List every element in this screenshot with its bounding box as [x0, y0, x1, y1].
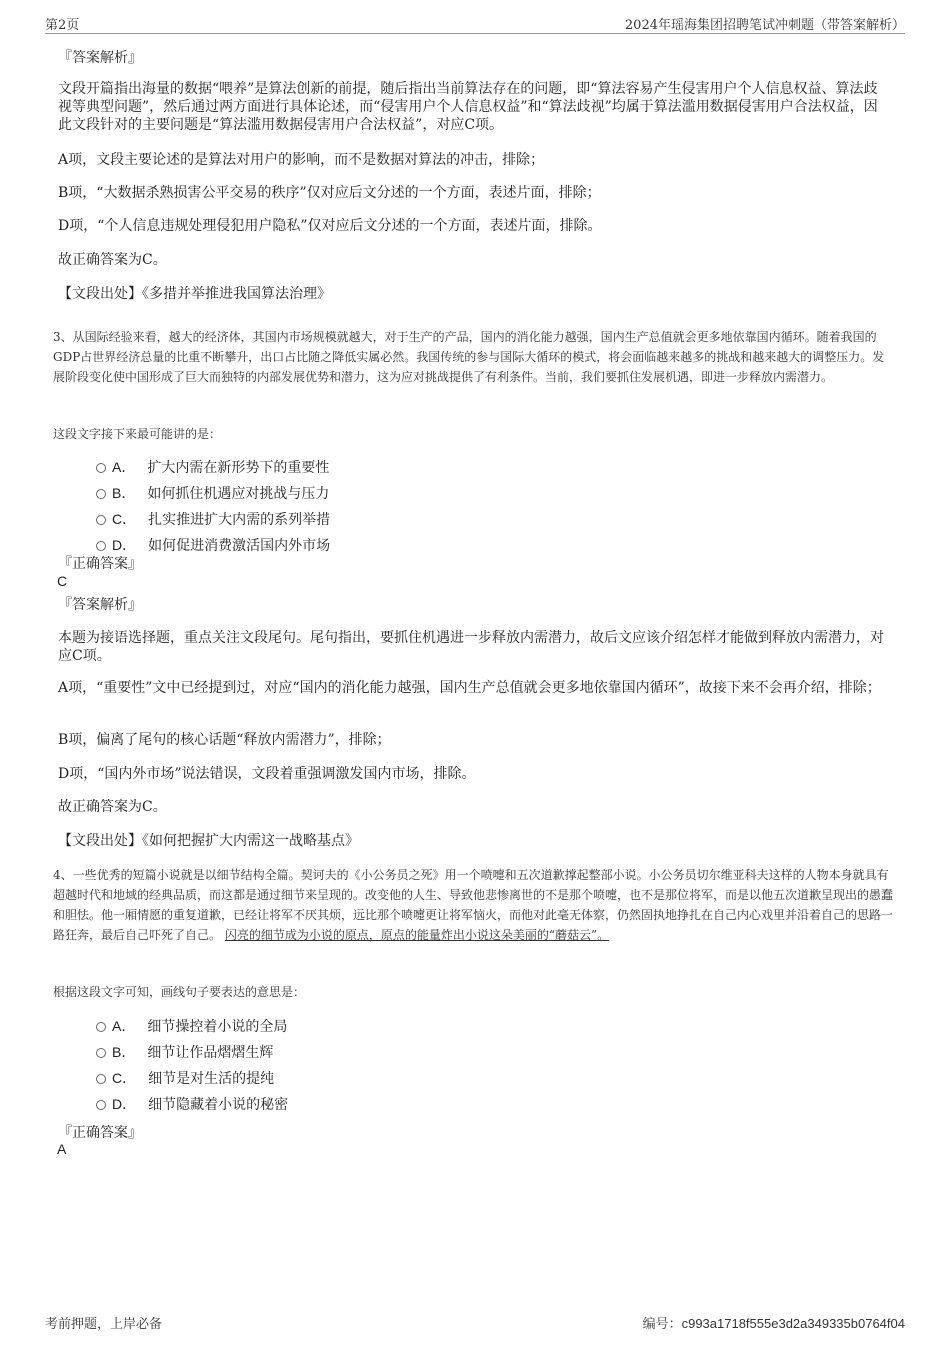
analysis-paragraph: 文段开篇指出海量的数据“喂养”是算法创新的前提，随后指出当前算法存在的问题，即“算法容易产生侵害用户个人信息权益、算法歧视等典型问题”，然后通过两方面进行具体论述，而“侵害用户个人信息权益”和“算法歧视”均属于算法滥用数据侵害用户合法权益，因此文段针对的主要问题是“算法滥用数据侵害用户合法权益”，对应C项。 — [58, 81, 878, 133]
analysis-paragraph: 本题为接语选择题，重点关注文段尾句。尾句指出，要抓住机遇进一步释放内需潜力，故后文应该介绍怎样才能做到释放内需潜力，对应C项。 — [58, 630, 884, 664]
document-title: 2024年瑶海集团招聘笔试冲刺题（带答案解析） — [624, 18, 905, 33]
analysis-conclusion: 故正确答案为C。 — [58, 252, 167, 268]
document-code: 编号：c993a1718f555e3d2a349335b0764f04 — [642, 1316, 905, 1332]
correct-answer: C — [57, 573, 68, 589]
question-4-prompt: 根据这段文字可知，画线句子要表达的意思是： — [53, 985, 306, 999]
radio-icon[interactable] — [96, 541, 106, 551]
question-3-text: 3、从国际经验来看，越大的经济体，其国内市场规模就越大，对于生产的产品，国内的消化能力越强，国内生产总值就会更多地依靠国内循环。随着我国的GDP占世界经济总量的比重不断攀升，出口占比随之降低实属必然。我国传统的参与国际大循环的模式，将会面临越来越多的挑战和越来越大的调整压力。发展阶段变化使中国形成了巨大而独特的内部发展优势和潜力，这为应对挑战提供了有利条件。当前，我们要抓住发展机遇，即进一步释放内需潜力。 — [53, 330, 885, 384]
source-citation: 【文段出处】《多措并举推进我国算法治理》 — [58, 286, 331, 302]
radio-icon[interactable] — [96, 463, 106, 473]
radio-icon[interactable] — [96, 1074, 106, 1084]
question-4-option-c[interactable]: C． 细节是对生活的提纯 — [96, 1069, 274, 1088]
question-4-option-a[interactable]: A． 细节操控着小说的全局 — [96, 1017, 287, 1036]
correct-answer-label: 『正确答案』 — [58, 556, 142, 572]
question-3-option-c[interactable]: C． 扎实推进扩大内需的系列举措 — [96, 510, 330, 529]
analysis-option-a: A项，文段主要论述的是算法对用户的影响，而不是数据对算法的冲击，排除； — [58, 152, 545, 168]
analysis-option-a: A项，“重要性”文中已经提到过，对应“国内的消化能力越强，国内生产总值就会更多地依靠国内循环”，故接下来不会再介绍，排除； — [58, 680, 881, 696]
radio-icon[interactable] — [96, 1048, 106, 1058]
correct-answer: A — [57, 1141, 67, 1157]
radio-icon[interactable] — [96, 1100, 106, 1110]
footer-slogan: 考前押题，上岸必备 — [45, 1317, 163, 1332]
underlined-sentence: 闪亮的细节成为小说的原点，原点的能量炸出小说这朵美丽的“蘑菇云”。 — [224, 928, 610, 942]
page-number: 第2页 — [45, 18, 80, 33]
page-footer — [45, 1313, 905, 1331]
question-4-option-d[interactable]: D． 细节隐藏着小说的秘密 — [96, 1095, 288, 1114]
analysis-label: 『答案解析』 — [58, 50, 142, 66]
question-3-option-a[interactable]: A． 扩大内需在新形势下的重要性 — [96, 458, 329, 477]
analysis-conclusion: 故正确答案为C。 — [58, 799, 167, 815]
analysis-option-d: D项，“国内外市场”说法错误，文段着重强调激发国内市场，排除。 — [58, 766, 476, 782]
question-3-option-d[interactable]: D． 如何促进消费激活国内外市场 — [96, 536, 330, 555]
page-header — [45, 12, 905, 34]
question-4-option-b[interactable]: B． 细节让作品熠熠生辉 — [96, 1043, 273, 1062]
radio-icon[interactable] — [96, 515, 106, 525]
analysis-option-d: D项，“个人信息违规处理侵犯用户隐私”仅对应后文分述的一个方面，表述片面，排除。 — [58, 218, 602, 234]
question-3-option-b[interactable]: B． 如何抓住机遇应对挑战与压力 — [96, 484, 329, 503]
analysis-option-b: B项，“大数据杀熟损害公平交易的秩序”仅对应后文分述的一个方面，表述片面，排除； — [58, 185, 601, 201]
radio-icon[interactable] — [96, 1022, 106, 1032]
analysis-option-b: B项，偏离了尾句的核心话题“释放内需潜力”，排除； — [58, 732, 391, 748]
question-3-prompt: 这段文字接下来最可能讲的是： — [53, 427, 222, 441]
radio-icon[interactable] — [96, 489, 106, 499]
analysis-label: 『答案解析』 — [58, 597, 142, 613]
source-citation: 【文段出处】《如何把握扩大内需这一战略基点》 — [58, 833, 359, 849]
question-4-text: 4、一些优秀的短篇小说就是以细节结构全篇。契诃夫的《小公务员之死》用一个喷嚏和五次道歉撑起整部小说。小公务员切尔维亚科夫这样的人物本身就具有超越时代和地域的经典品质，而这都是通过细节来呈现的。改变他的人生、导致他悲惨离世的不是那个喷嚏，也不是那位将军，而是以他五次道歉呈现出的愚蠢和胆怯。他一厢情愿的重复道歉，已经让将军不厌其烦，远比那个喷嚏更让将军恼火，而他对此毫无体察，仍然固执地挣扎在自己内心戏里并沿着自己的思路一路狂奔，最后自己吓死了自己。 闪亮的细节成为小说的原点，原点的能量炸出小说这朵美丽的“蘑菇云”。 — [53, 868, 894, 942]
correct-answer-label: 『正确答案』 — [58, 1125, 142, 1141]
